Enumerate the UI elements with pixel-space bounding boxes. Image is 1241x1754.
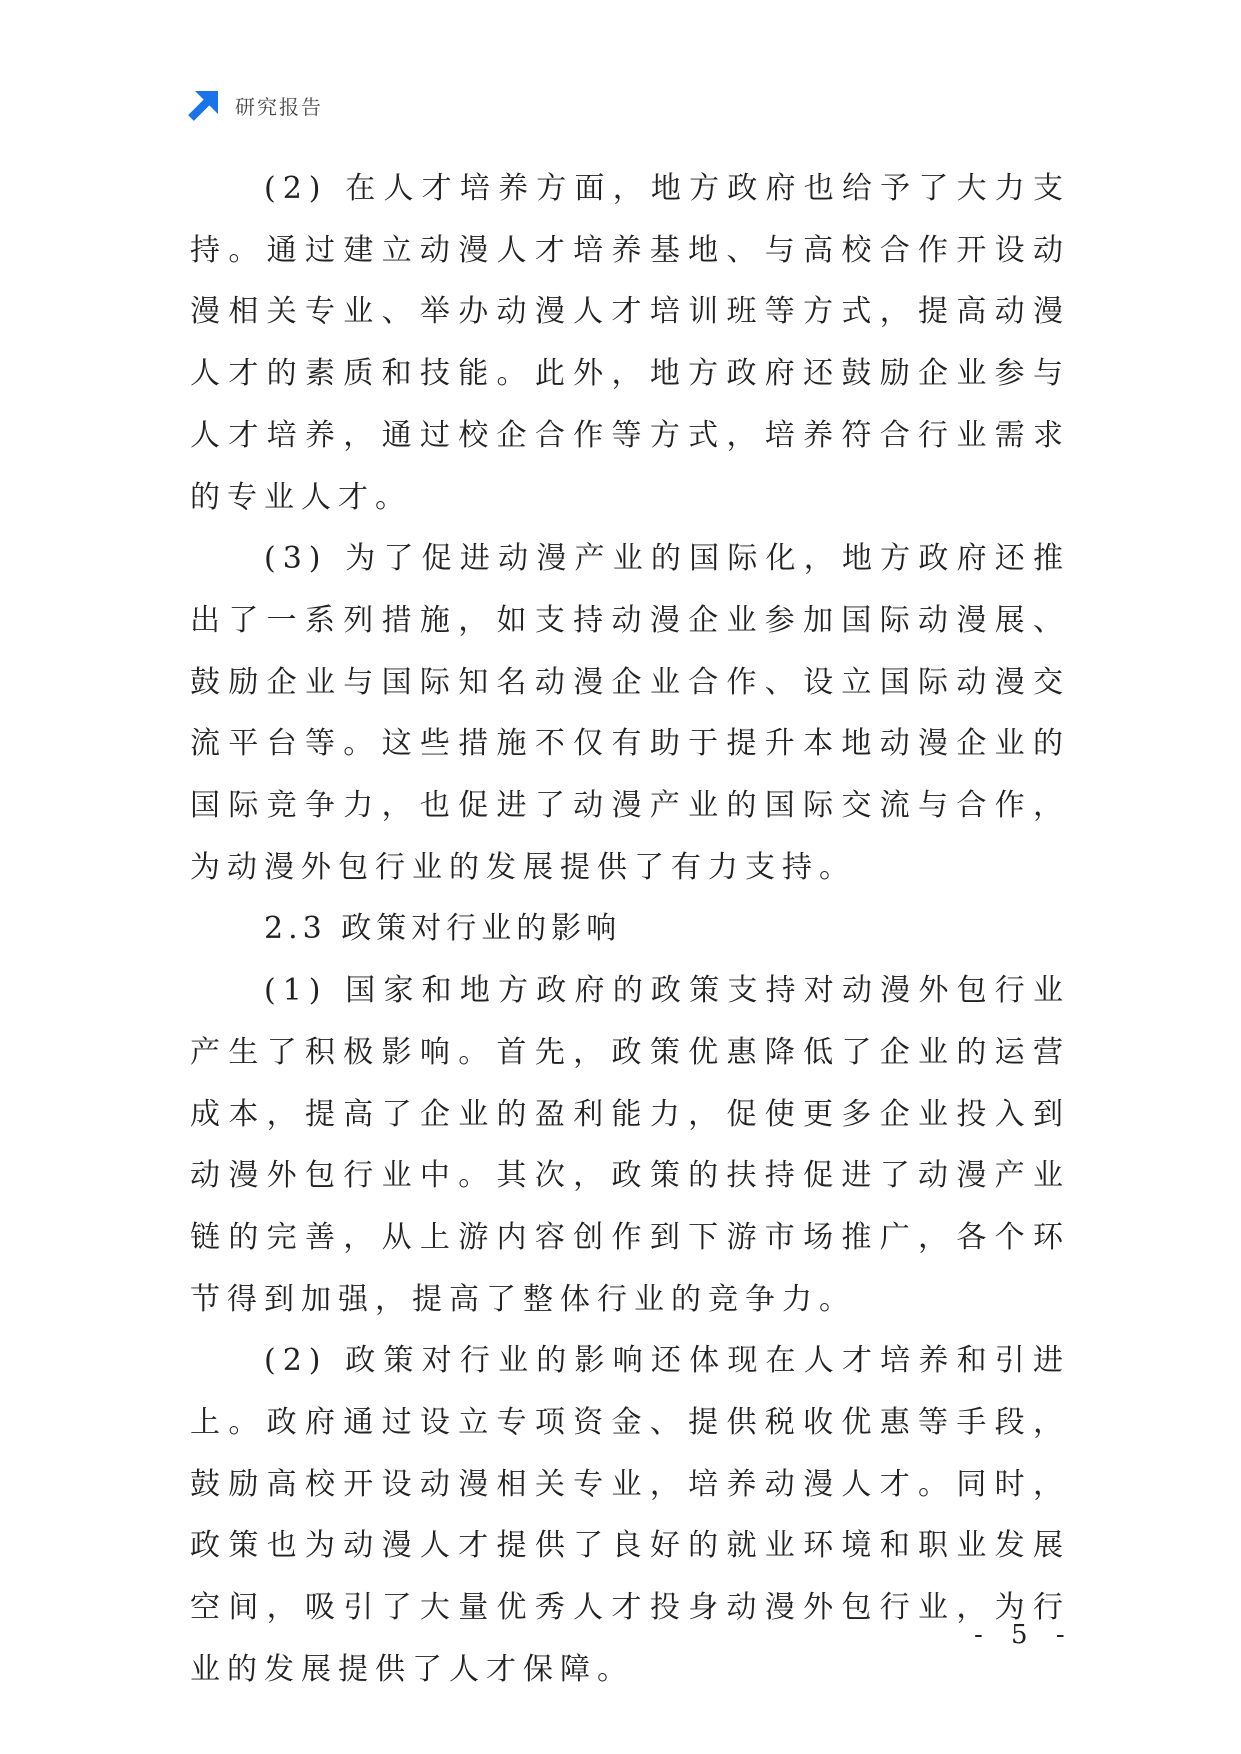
section-heading: 2.3 政策对行业的影响 [264,911,622,947]
arrow-up-right-icon [187,88,221,122]
paragraph-internationalization: (3) 为了促进动漫产业的国际化，地方政府还推出了一系列措施，如支持动漫企业参加国际动漫展、鼓励企业与国际知名动漫企业合作、设立国际动漫交流平台等。这些措施不仅有助于提升本地动漫企业的国际竞争力，也促进了动漫产业的国际交流与合作，为动漫外包行业的发展提供了有力支持。 [190,541,1070,885]
document-header [187,88,323,122]
report-title: 研究报告 [235,94,323,119]
paragraph-policy-impact-1: (1) 国家和地方政府的政策支持对动漫外包行业产生了积极影响。首先，政策优惠降低了企业的运营成本，提高了企业的盈利能力，促使更多企业投入到动漫外包行业中。其次，政策的扶持促进了动漫产业链的完善，从上游内容创作到下游市场推广，各个环节得到加强，提高了整体行业的竞争力。 [190,973,1070,1317]
paragraph-policy-impact-2: (2) 政策对行业的影响还体现在人才培养和引进上。政府通过设立专项资金、提供税收优惠等手段，鼓励高校开设动漫相关专业，培养动漫人才。同时，政策也为动漫人才提供了良好的就业环境和职业发展空间，吸引了大量优秀人才投身动漫外包行业，为行业的发展提供了人才保障。 [190,1343,1070,1687]
paragraph-talent-training: (2) 在人才培养方面，地方政府也给予了大力支持。通过建立动漫人才培养基地、与高校合作开设动漫相关专业、举办动漫人才培训班等方式，提高动漫人才的素质和技能。此外，地方政府还鼓励企业参与人才培养，通过校企合作等方式，培养符合行业需求的专业人才。 [190,171,1070,515]
page-number: - 5 - [974,1620,1075,1650]
document-body [190,158,1070,1701]
